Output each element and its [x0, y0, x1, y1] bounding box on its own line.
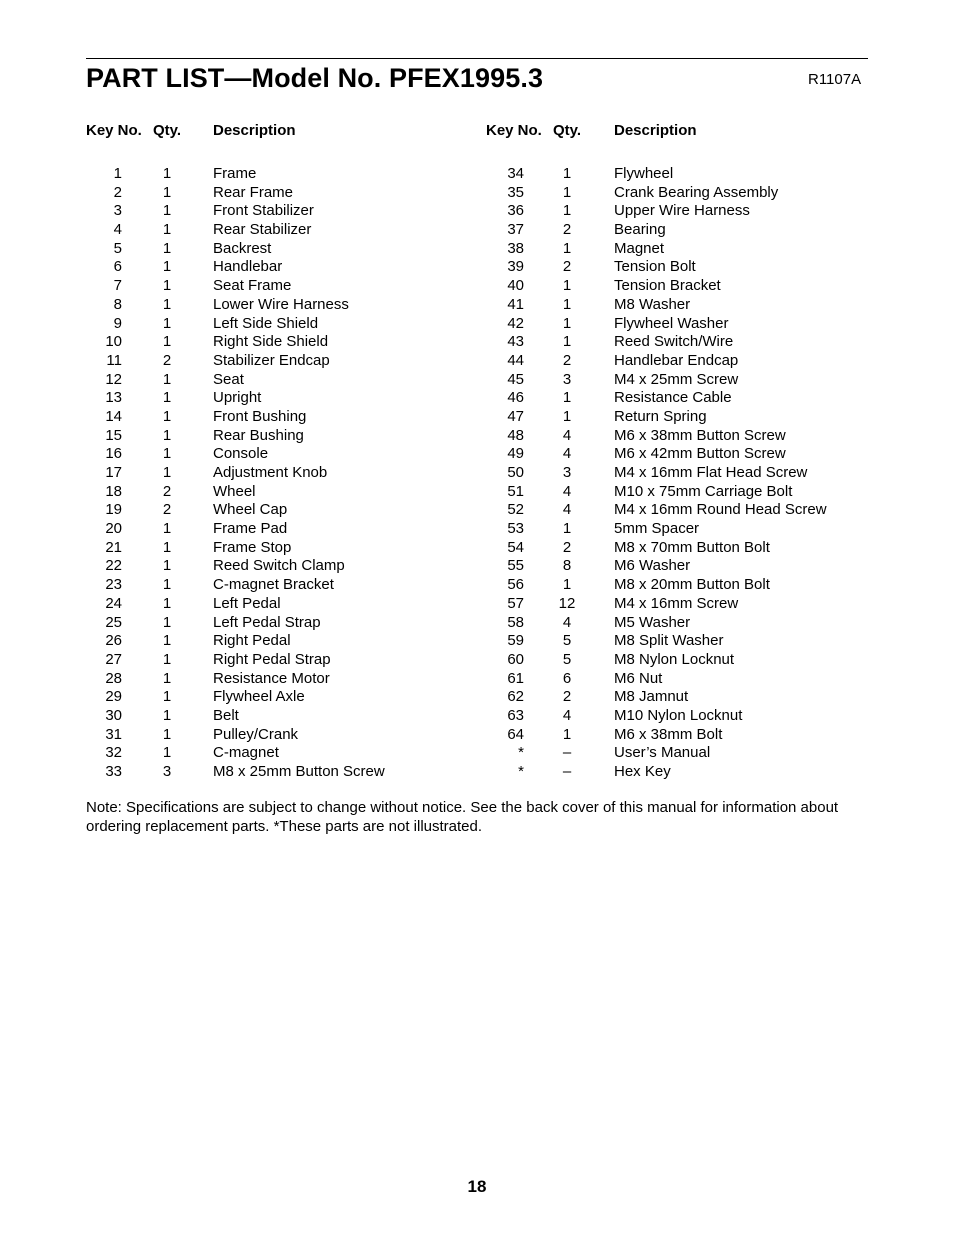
key-no: 39: [507, 258, 524, 276]
key-no: 13: [105, 389, 122, 407]
description: M4 x 16mm Flat Head Screw: [614, 464, 808, 481]
description: M6 x 42mm Button Screw: [614, 445, 786, 463]
key-no: 27: [105, 650, 122, 668]
description: Reed Switch/Wire: [614, 333, 734, 351]
quantity: 2: [162, 482, 172, 500]
description: M8 Washer: [614, 295, 691, 313]
quantity: 1: [562, 183, 572, 201]
description: Wheel Cap: [213, 501, 288, 519]
key-no: 57: [507, 594, 524, 612]
key-no: 56: [507, 576, 524, 594]
quantity: 1: [562, 295, 572, 313]
quantity: 1: [162, 520, 172, 538]
description: C-magnet Bracket: [213, 576, 334, 594]
key-no: 43: [507, 333, 524, 351]
description: Tension Bolt: [614, 258, 696, 276]
description: Upper Wire Harness: [614, 202, 750, 220]
quantity: 3: [162, 763, 172, 780]
description: Rear Bushing: [213, 426, 304, 444]
description: Handlebar Endcap: [614, 351, 739, 369]
description: Frame: [213, 165, 257, 182]
quantity: 5: [562, 650, 572, 668]
description: Handlebar: [213, 258, 283, 276]
description: Wheel: [213, 482, 256, 500]
quantity: 6: [562, 669, 572, 687]
key-no: 32: [105, 744, 122, 762]
description: M10 x 75mm Carriage Bolt: [614, 482, 793, 500]
description: Front Bushing: [213, 407, 307, 425]
quantity: –: [562, 744, 572, 762]
key-no: 52: [507, 501, 524, 519]
description: M4 x 25mm Screw: [614, 370, 739, 388]
quantity: 1: [162, 258, 172, 276]
page-number: 18: [467, 1177, 487, 1196]
quantity: 1: [162, 725, 172, 743]
quantity: 4: [562, 482, 572, 500]
key-no: 51: [507, 482, 524, 500]
description: M8 Split Washer: [614, 632, 724, 650]
key-no: 4: [113, 221, 122, 239]
quantity: 4: [562, 426, 572, 444]
description: Flywheel Axle: [213, 688, 305, 706]
quantity: 1: [162, 669, 172, 687]
key-no: *: [518, 744, 524, 762]
quantity: 1: [162, 688, 172, 706]
key-no: 30: [105, 706, 122, 724]
description: 5mm Spacer: [614, 520, 700, 538]
key-no: 25: [105, 613, 122, 631]
quantity: 8: [562, 557, 572, 575]
quantity: 4: [562, 706, 572, 724]
description: Seat: [213, 370, 244, 388]
description: Flywheel: [614, 165, 674, 182]
description: Frame Stop: [213, 538, 292, 556]
description: Pulley/Crank: [213, 725, 299, 743]
key-no: 26: [105, 632, 122, 650]
key-no: 11: [106, 351, 122, 369]
quantity: 1: [562, 407, 572, 425]
key-no: *: [518, 763, 524, 780]
quantity: 1: [562, 239, 572, 257]
key-no: 54: [507, 538, 524, 556]
quantity: 1: [162, 613, 172, 631]
key-no: 5: [113, 239, 122, 257]
key-no: 7: [113, 277, 122, 295]
key-no: 59: [507, 632, 524, 650]
quantity: 1: [162, 165, 172, 182]
description: Upright: [213, 389, 262, 407]
document-code: R1107A: [808, 71, 862, 88]
description: M6 x 38mm Button Screw: [614, 426, 786, 444]
description: Rear Frame: [213, 183, 294, 201]
key-no: 44: [507, 351, 524, 369]
key-no: 10: [105, 333, 122, 351]
description: Belt: [213, 706, 239, 724]
key-no: 64: [507, 725, 524, 743]
key-no: 38: [507, 239, 524, 257]
key-no: 17: [105, 464, 122, 481]
quantity: 1: [162, 557, 172, 575]
description: M4 x 16mm Screw: [614, 594, 739, 612]
key-no: 47: [507, 407, 524, 425]
key-no: 37: [507, 221, 524, 239]
description: C-magnet: [213, 744, 279, 762]
key-no-header: Key No.: [486, 122, 542, 139]
key-no: 15: [105, 426, 122, 444]
key-no: 2: [113, 183, 122, 201]
quantity: 1: [162, 295, 172, 313]
description: M8 Nylon Locknut: [614, 650, 735, 668]
description: Resistance Cable: [614, 389, 732, 407]
key-no: 6: [113, 258, 122, 276]
description: M8 Jamnut: [614, 688, 689, 706]
key-no: 61: [507, 669, 524, 687]
quantity: 1: [162, 239, 172, 257]
description: User’s Manual: [614, 744, 711, 762]
key-no: 31: [105, 725, 122, 743]
key-no: 35: [507, 183, 524, 201]
quantity: 1: [162, 445, 172, 463]
description: Frame Pad: [213, 520, 288, 538]
key-no: 33: [105, 763, 122, 780]
description: Flywheel Washer: [614, 314, 729, 332]
description: M5 Washer: [614, 613, 691, 631]
quantity: 1: [162, 632, 172, 650]
key-no: 36: [507, 202, 524, 220]
quantity: 1: [162, 277, 172, 295]
quantity: 1: [562, 333, 572, 351]
qty-header: Qty.: [553, 122, 582, 139]
quantity: 1: [162, 202, 172, 220]
description: Tension Bracket: [614, 277, 721, 295]
quantity: 2: [562, 351, 572, 369]
quantity: 1: [562, 202, 572, 220]
description: Right Pedal Strap: [213, 650, 331, 668]
key-no: 28: [105, 669, 122, 687]
quantity: 1: [162, 576, 172, 594]
key-no: 53: [507, 520, 524, 538]
key-no: 9: [113, 314, 122, 332]
description: Right Pedal: [213, 632, 291, 650]
quantity: 1: [562, 576, 572, 594]
key-no: 50: [507, 464, 524, 481]
page-title: PART LIST—Model No. PFEX1995.3: [86, 63, 544, 93]
quantity: 1: [162, 333, 172, 351]
quantity: 1: [162, 650, 172, 668]
key-no: 60: [507, 650, 524, 668]
key-no: 23: [105, 576, 122, 594]
description: Stabilizer Endcap: [213, 351, 330, 369]
quantity: 1: [562, 277, 572, 295]
quantity: 1: [162, 407, 172, 425]
quantity: 1: [162, 706, 172, 724]
quantity: 1: [562, 389, 572, 407]
quantity: 2: [162, 351, 172, 369]
key-no: 24: [105, 594, 122, 612]
description: M8 x 70mm Button Bolt: [614, 538, 770, 556]
key-no-header: Key No.: [86, 122, 142, 139]
quantity: 2: [562, 221, 572, 239]
quantity: 2: [162, 501, 172, 519]
description: Return Spring: [614, 407, 707, 425]
quantity: 1: [562, 520, 572, 538]
quantity: 2: [562, 258, 572, 276]
description: Crank Bearing Assembly: [614, 183, 779, 201]
quantity: 1: [562, 725, 572, 743]
quantity: 1: [162, 221, 172, 239]
quantity: 4: [562, 501, 572, 519]
description: Adjustment Knob: [213, 464, 328, 481]
key-no: 49: [507, 445, 524, 463]
quantity: –: [562, 763, 572, 780]
note-text: Note: Specifications are subject to change without notice. See the back cover of this manual for information about ordering replacement parts. *These parts are not illustrated.: [86, 799, 839, 835]
quantity: 1: [162, 314, 172, 332]
key-no: 42: [507, 314, 524, 332]
quantity: 12: [558, 594, 576, 612]
top-rule: [86, 58, 868, 59]
quantity: 1: [162, 594, 172, 612]
quantity: 1: [562, 165, 572, 182]
key-no: 63: [507, 706, 524, 724]
description: Hex Key: [614, 763, 671, 780]
key-no: 55: [507, 557, 524, 575]
quantity: 2: [562, 538, 572, 556]
description: Right Side Shield: [213, 333, 329, 351]
key-no: 18: [105, 482, 122, 500]
key-no: 8: [113, 295, 122, 313]
key-no: 48: [507, 426, 524, 444]
description: Front Stabilizer: [213, 202, 314, 220]
quantity: 1: [162, 426, 172, 444]
description: M10 Nylon Locknut: [614, 706, 743, 724]
description: Console: [213, 445, 269, 463]
key-no: 45: [507, 370, 524, 388]
quantity: 3: [562, 370, 572, 388]
key-no: 41: [507, 295, 524, 313]
key-no: 40: [507, 277, 524, 295]
key-no: 12: [105, 370, 122, 388]
description-header: Description: [614, 122, 697, 139]
quantity: 1: [562, 314, 572, 332]
quantity: 1: [162, 370, 172, 388]
quantity: 1: [162, 389, 172, 407]
key-no: 16: [105, 445, 122, 463]
key-no: 21: [105, 538, 122, 556]
description: Rear Stabilizer: [213, 221, 312, 239]
key-no: 29: [105, 688, 122, 706]
quantity: 4: [562, 445, 572, 463]
description: Lower Wire Harness: [213, 295, 349, 313]
description: Left Pedal: [213, 594, 281, 612]
description: Left Side Shield: [213, 314, 319, 332]
description: M8 x 20mm Button Bolt: [614, 576, 770, 594]
description: Left Pedal Strap: [213, 613, 321, 631]
description: M4 x 16mm Round Head Screw: [614, 501, 827, 519]
quantity: 1: [162, 744, 172, 762]
description: M6 Nut: [614, 669, 663, 687]
key-no: 58: [507, 613, 524, 631]
key-no: 46: [507, 389, 524, 407]
quantity: 1: [162, 538, 172, 556]
description: Resistance Motor: [213, 669, 330, 687]
key-no: 34: [507, 165, 524, 182]
key-no: 14: [105, 407, 122, 425]
description: Seat Frame: [213, 277, 292, 295]
description: Bearing: [614, 221, 666, 239]
description: M6 Washer: [614, 557, 691, 575]
description: M8 x 25mm Button Screw: [213, 763, 385, 780]
description: Backrest: [213, 239, 272, 257]
description-header: Description: [213, 122, 296, 139]
quantity: 5: [562, 632, 572, 650]
description: Reed Switch Clamp: [213, 557, 345, 575]
qty-header: Qty.: [153, 122, 182, 139]
quantity: 4: [562, 613, 572, 631]
quantity: 3: [562, 464, 572, 481]
key-no: 62: [507, 688, 524, 706]
key-no: 22: [105, 557, 122, 575]
description: Magnet: [614, 239, 665, 257]
quantity: 1: [162, 464, 172, 481]
description: M6 x 38mm Bolt: [614, 725, 723, 743]
key-no: 3: [113, 202, 122, 220]
quantity: 2: [562, 688, 572, 706]
quantity: 1: [162, 183, 172, 201]
key-no: 20: [105, 520, 122, 538]
key-no: 19: [105, 501, 122, 519]
key-no: 1: [113, 165, 122, 182]
